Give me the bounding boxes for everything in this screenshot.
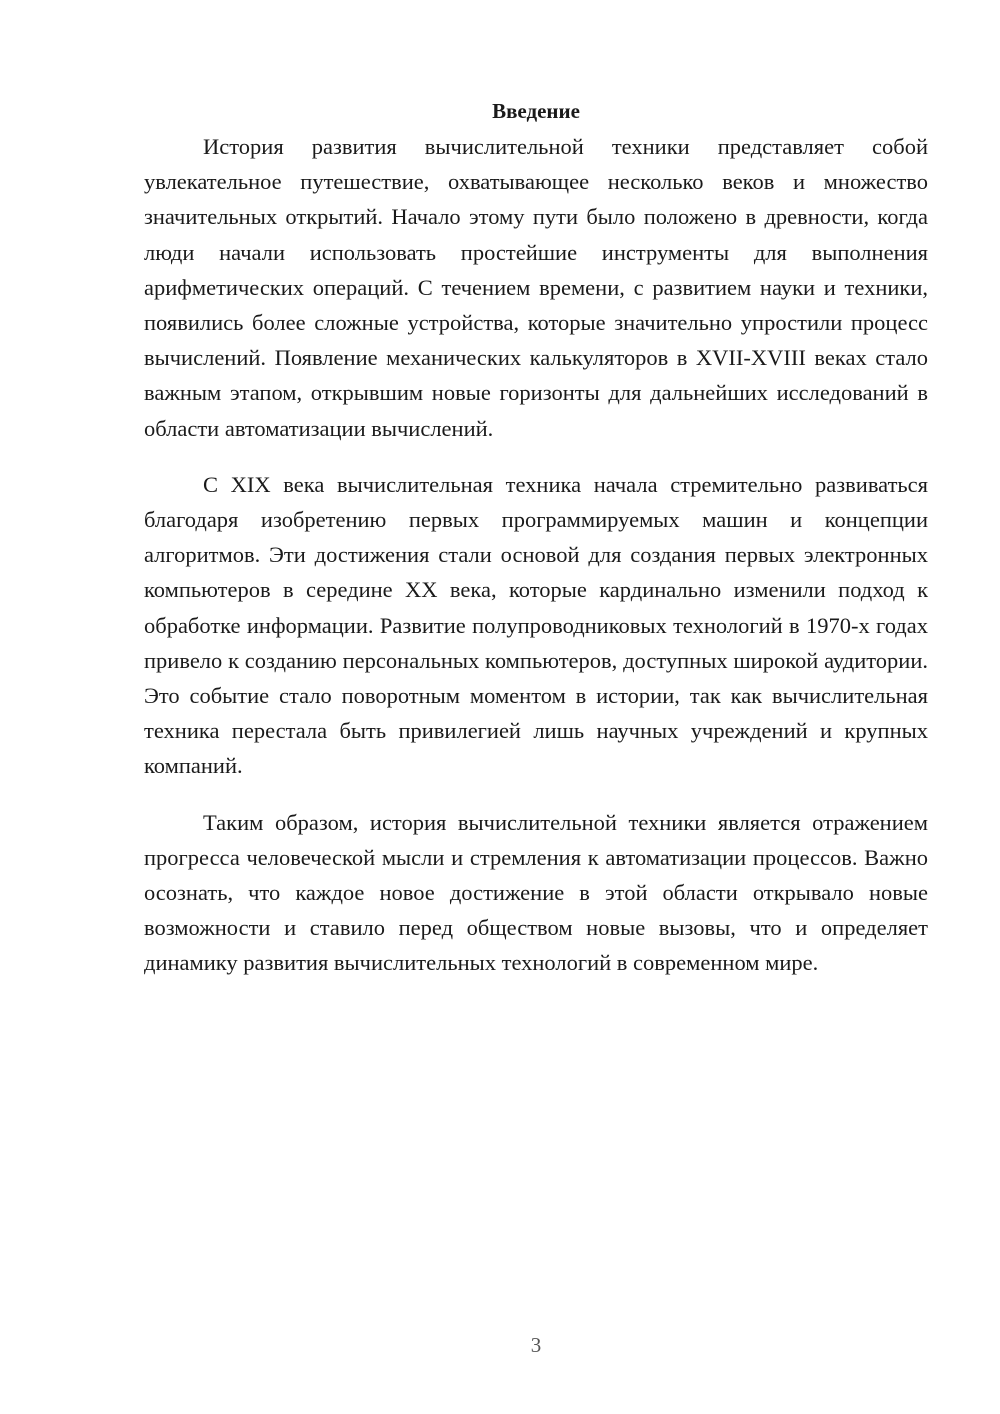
page-number: 3 (530, 1333, 542, 1357)
paragraph-1: История развития вычислительной техники представляет собой увлекательное путешествие, охватывающее несколько веков и множество значительных открытий. Начало этому пути было положено в древности, когда люди начали использовать простейшие инструменты для выполнения арифметических операций. С течением времени, с развитием науки и техники, появились более сложные устройства, которые значительно упростили процесс вычислений. Появление механических калькуляторов в XVII-XVIII веках стало важным этапом, открывшим новые горизонты для дальнейших исследований в области автоматизации вычислений. (144, 134, 928, 441)
paragraph-3: Таким образом, история вычислительной техники является отражением прогресса человеческой мысли и стремления к автоматизации процессов. Важно осознать, что каждое новое достижение в этой области открывало новые возможности и ставило перед обществом новые вызовы, что и определяет динамику развития вычислительных технологий в современном мире. (144, 809, 928, 976)
section-title: Введение (492, 99, 580, 123)
page-content (144, 94, 928, 981)
paragraph-2: С XIX века вычислительная техника начала стремительно развиваться благодаря изобретению первых программируемых машин и концепции алгоритмов. Эти достижения стали основой для создания первых электронных компьютеров в середине XX века, которые кардинально изменили подход к обработке информации. Развитие полупроводниковых технологий в 1970-х годах привело к созданию персональных компьютеров, доступных широкой аудитории. Это событие стало поворотным моментом в истории, так как вычислительная техника перестала быть привилегией лишь научных учреждений и крупных компаний. (144, 471, 928, 779)
